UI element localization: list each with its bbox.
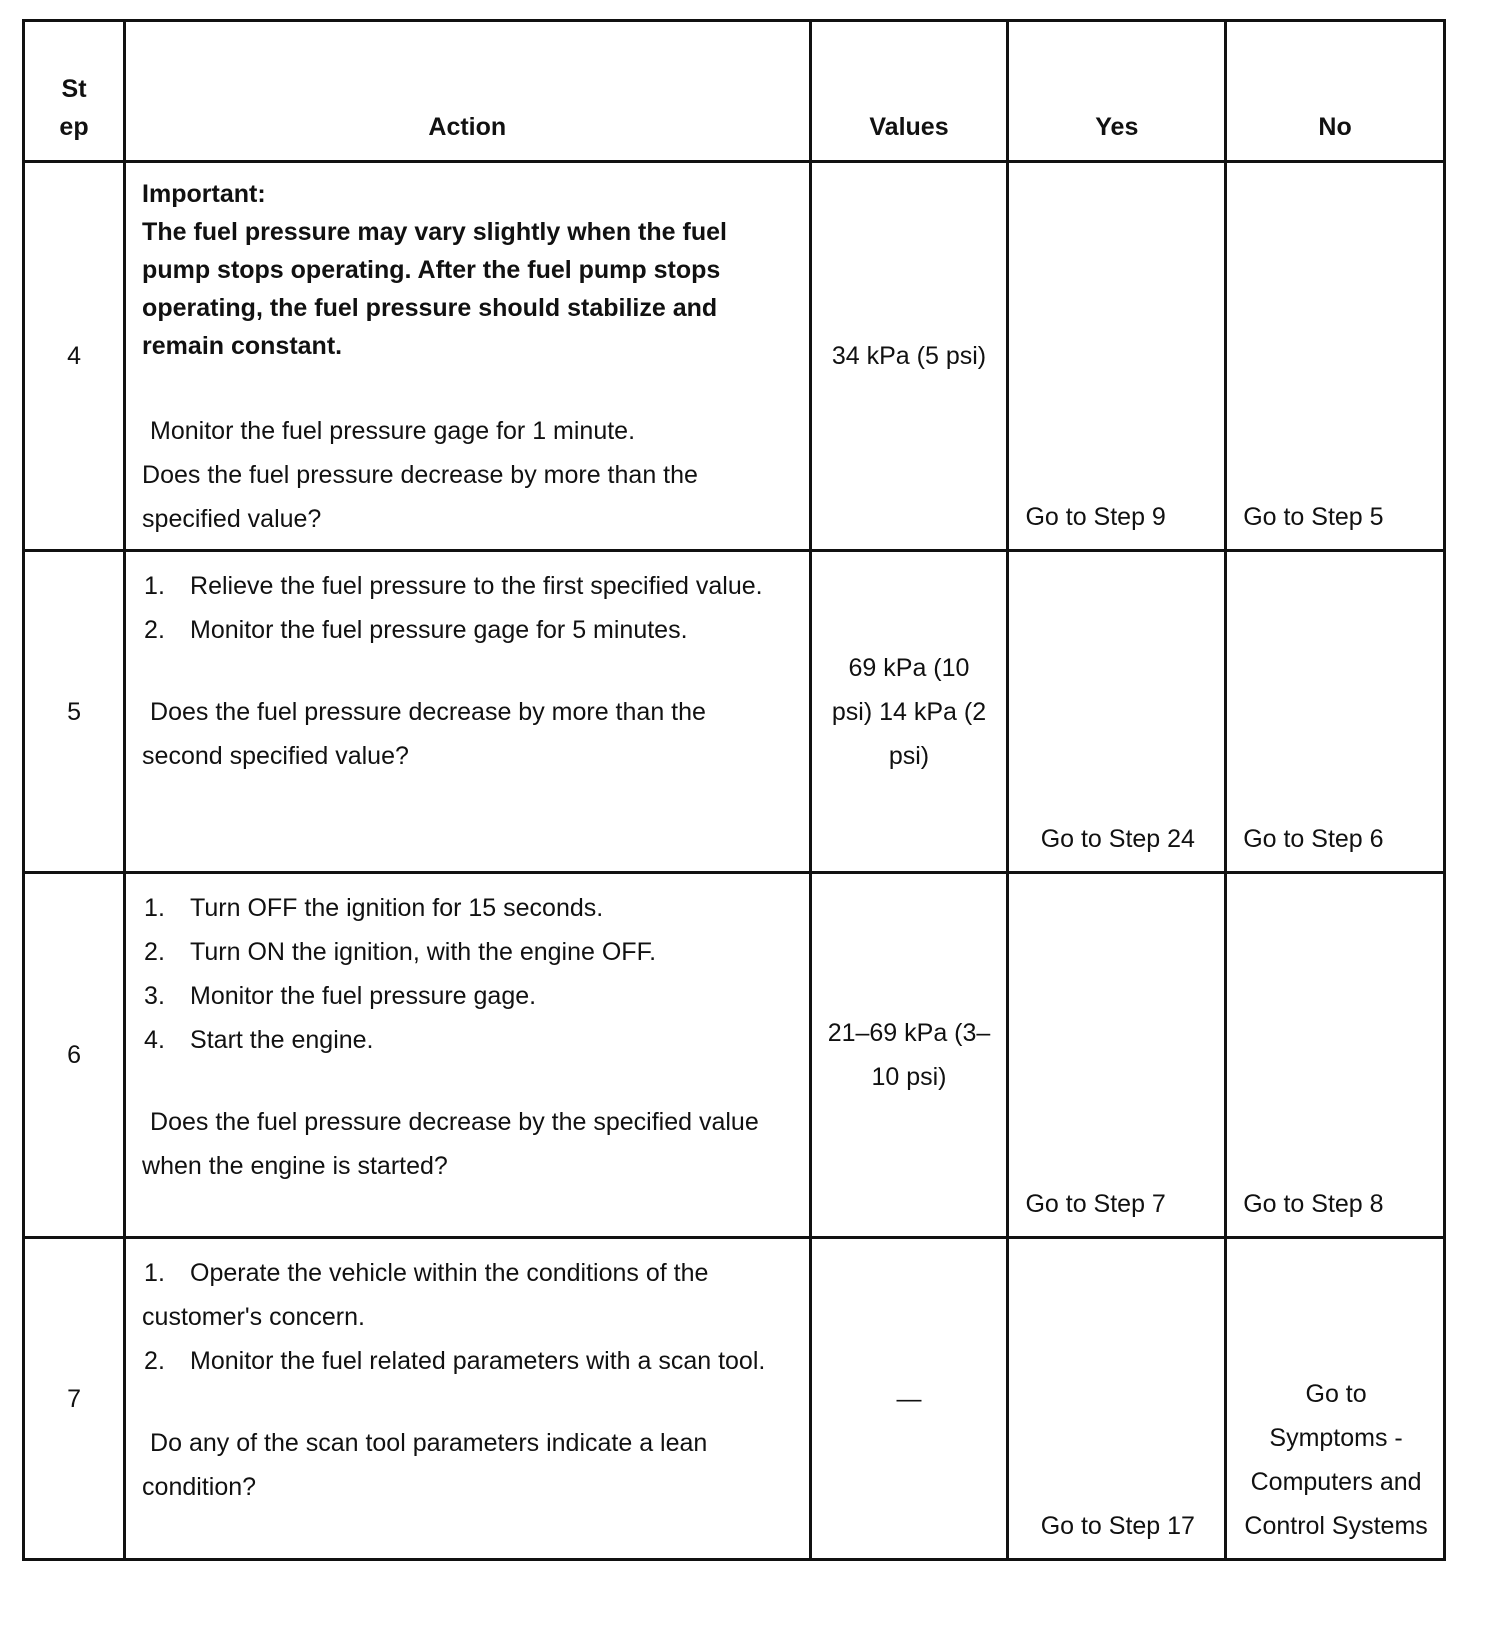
item-number: 3. — [144, 982, 165, 1010]
values-text: 69 kPa (10 psi) 14 kPa (2 psi) — [831, 653, 987, 770]
header-step — [24, 21, 125, 162]
values-cell — [810, 162, 1008, 551]
yes-cell — [1008, 162, 1226, 551]
header-values: Values — [810, 21, 1008, 162]
yes-link: Go to Step 7 — [1025, 1190, 1166, 1218]
no-cell — [1226, 551, 1445, 873]
yes-cell — [1008, 551, 1226, 873]
no-link: Go to Step 8 — [1243, 1190, 1384, 1218]
action-item — [142, 974, 792, 1018]
values-text: — — [896, 1384, 922, 1413]
yes-cell — [1008, 1238, 1226, 1560]
action-item — [142, 886, 792, 930]
item-text: Turn OFF the ignition for 15 seconds. — [190, 894, 604, 922]
item-number: 2. — [144, 938, 165, 966]
values-cell — [810, 873, 1008, 1238]
step-number: 5 — [24, 551, 125, 873]
header-step-line-1: St — [61, 75, 87, 103]
no-link: Go to Step 5 — [1243, 503, 1384, 531]
action-cell — [125, 551, 810, 873]
table-row — [24, 873, 1445, 1238]
table-row — [24, 162, 1445, 551]
important-note — [142, 175, 792, 365]
values-cell — [810, 551, 1008, 873]
no-cell — [1226, 162, 1445, 551]
item-number: 2. — [144, 616, 165, 644]
header-no: No — [1226, 21, 1445, 162]
action-item — [142, 930, 792, 974]
action-question: Does the fuel pressure decrease by more than the specified value? — [142, 461, 698, 533]
action-question: Does the fuel pressure decrease by more than the second specified value? — [142, 698, 706, 770]
item-text: Turn ON the ignition, with the engine OFF. — [190, 938, 657, 966]
step-number: 4 — [24, 162, 125, 551]
action-item — [142, 608, 792, 652]
item-number: 1. — [144, 1259, 165, 1287]
header-yes: Yes — [1008, 21, 1226, 162]
yes-link: Go to Step 17 — [1040, 1512, 1195, 1540]
item-text: Monitor the fuel related parameters with a scan tool. — [190, 1347, 766, 1375]
action-item — [142, 1339, 792, 1383]
values-text: 21–69 kPa (3–10 psi) — [827, 1019, 991, 1091]
item-text: Start the engine. — [190, 1026, 374, 1054]
item-text: Monitor the fuel pressure gage. — [190, 982, 537, 1010]
spacer — [142, 1062, 792, 1100]
step-number: 6 — [24, 873, 125, 1238]
important-label: Important: — [142, 180, 266, 208]
diagnostic-table — [22, 19, 1446, 1561]
header-action: Action — [125, 21, 810, 162]
action-item — [142, 1018, 792, 1062]
no-cell — [1226, 873, 1445, 1238]
header-row — [24, 21, 1445, 162]
no-link: Go to Step 6 — [1243, 825, 1384, 853]
action-cell — [125, 873, 810, 1238]
table-row — [24, 551, 1445, 873]
item-number: 2. — [144, 1347, 165, 1375]
yes-link: Go to Step 24 — [1040, 825, 1195, 853]
action-question: Do any of the scan tool parameters indicate a lean condition? — [142, 1429, 708, 1501]
important-text: The fuel pressure may vary slightly when the fuel pump stops operating. After the fuel pump stops operating, the fuel pressure should stabilize and remain constant. — [142, 218, 727, 360]
header-step-line-2: ep — [59, 113, 89, 141]
spacer — [142, 652, 792, 690]
spacer — [142, 1383, 792, 1421]
table-row — [24, 1238, 1445, 1560]
action-instruction: Monitor the fuel pressure gage for 1 minute. — [150, 417, 636, 445]
values-text: 34 kPa (5 psi) — [831, 342, 987, 370]
action-item — [142, 564, 792, 608]
action-cell — [125, 1238, 810, 1560]
yes-cell — [1008, 873, 1226, 1238]
action-cell — [125, 162, 810, 551]
step-number: 7 — [24, 1238, 125, 1560]
item-number: 1. — [144, 572, 165, 600]
action-item — [142, 1251, 792, 1339]
item-number: 4. — [144, 1026, 165, 1054]
yes-link: Go to Step 9 — [1025, 503, 1166, 531]
no-cell — [1226, 1238, 1445, 1560]
values-cell — [810, 1238, 1008, 1560]
no-link: Go to Symptoms - Computers and Control Systems — [1244, 1380, 1428, 1540]
action-question: Does the fuel pressure decrease by the specified value when the engine is started? — [142, 1108, 759, 1180]
item-text: Operate the vehicle within the conditions of the customer's concern. — [142, 1259, 709, 1331]
item-number: 1. — [144, 894, 165, 922]
item-text: Monitor the fuel pressure gage for 5 minutes. — [190, 616, 688, 644]
item-text: Relieve the fuel pressure to the first specified value. — [190, 572, 763, 600]
